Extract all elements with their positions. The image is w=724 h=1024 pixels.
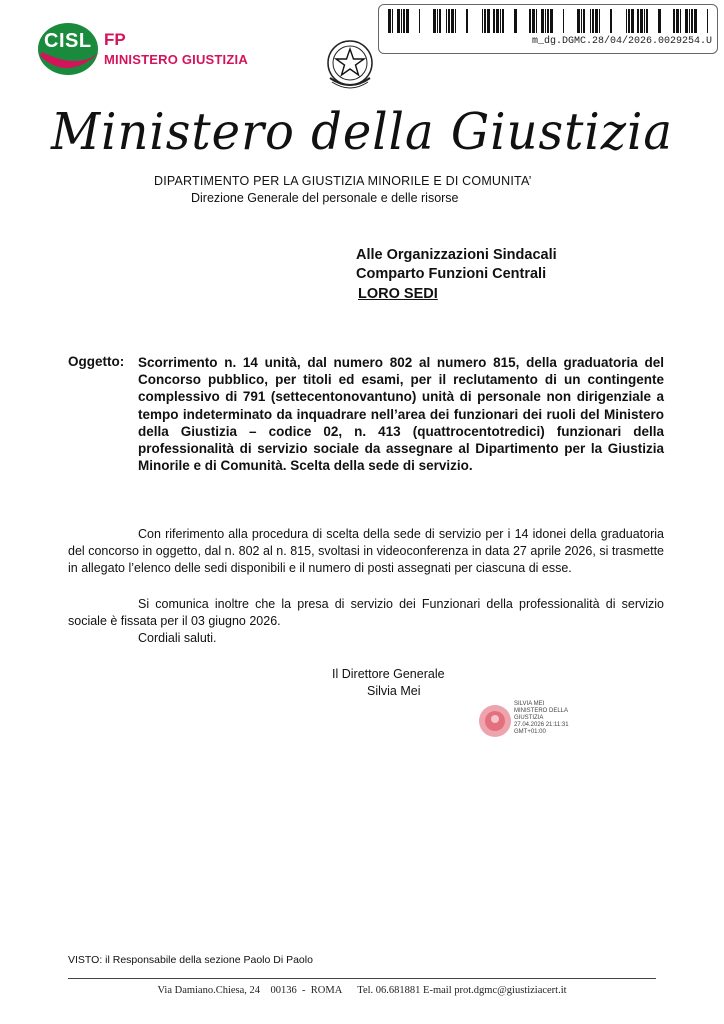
body-paragraph: Si comunica inoltre che la presa di servizio dei Funzionari della professionalità di servizio sociale è fissata per il 03 giugno 2026. — [68, 597, 664, 629]
ministry-title: Ministero della Giustizia — [50, 102, 674, 162]
closing-text: Cordiali saluti. — [138, 631, 217, 645]
union-ministry-label: MINISTERO GIUSTIZIA — [104, 52, 248, 67]
seal-line: GMT+01:00 — [514, 729, 546, 735]
seal-line: MINISTERO DELLA — [514, 708, 569, 714]
subject-label: Oggetto: — [68, 354, 125, 369]
seal-line: 27.04.2026 21:11:31 — [514, 722, 569, 728]
department-name: DIPARTIMENTO PER LA GIUSTIZIA MINORILE E DI COMUNITA’ — [154, 174, 532, 188]
italian-republic-emblem-icon — [322, 36, 378, 96]
body-paragraph: Con riferimento alla procedura di scelta della sede di servizio per i 14 idonei della graduatoria del concorso in oggetto, dal n. 802 al n. 815, svoltasi in videoconferenza in data 27 aprile 2026, si trasmette in allegato l’elenco delle sedi disponibili e il numero di posti assegnati per ciascuna di esse. — [68, 527, 664, 576]
digital-signature-seal-icon — [478, 704, 512, 738]
cisl-logo-text: CISL — [44, 30, 92, 52]
digital-signature-text — [514, 701, 604, 736]
fp-logo-text: FP — [104, 30, 126, 49]
seal-line: SILVIA MEI — [514, 701, 545, 707]
footer-divider — [68, 978, 656, 979]
protocol-code: m_dg.DGMC.28/04/2026.0029254.U — [531, 36, 712, 47]
subject-text: Scorrimento n. 14 unità, dal numero 802 al numero 815, della graduatoria del Concorso pubblico, per titoli ed esami, per il reclutamento di un contingente complessivo di 791 (settecentonovantuno) unità di personale non dirigenziale a tempo indeterminato da inquadrare nell’area dei funzionari dei ruoli del Ministero della Giustizia – codice 02, n. 413 (quattrocentotredici) funzionari della professionalità di servizio sociale da assegnare al Dipartimento per la Giustizia Minorile e di Comunità. Scelta della sede di servizio. — [138, 355, 664, 474]
addressee-line: Comparto Funzioni Centrali — [356, 266, 547, 282]
visto-note: VISTO: il Responsabile della sezione Paolo Di Paolo — [68, 954, 313, 966]
seal-line: GIUSTIZIA — [514, 715, 544, 721]
direction-name: Direzione Generale del personale e delle risorse — [191, 191, 459, 205]
signatory-role: Il Direttore Generale — [332, 667, 445, 681]
signatory-name: Silvia Mei — [367, 684, 421, 698]
addressee-line: Alle Organizzazioni Sindacali — [356, 247, 557, 263]
addressee-line: LORO SEDI — [358, 286, 438, 302]
barcode-icon — [388, 9, 710, 33]
footer-address: Via Damiano.Chiesa, 24 00136 - ROMA Tel. 06.681881 E-mail prot.dgmc@giustiziacert.it — [157, 985, 567, 996]
